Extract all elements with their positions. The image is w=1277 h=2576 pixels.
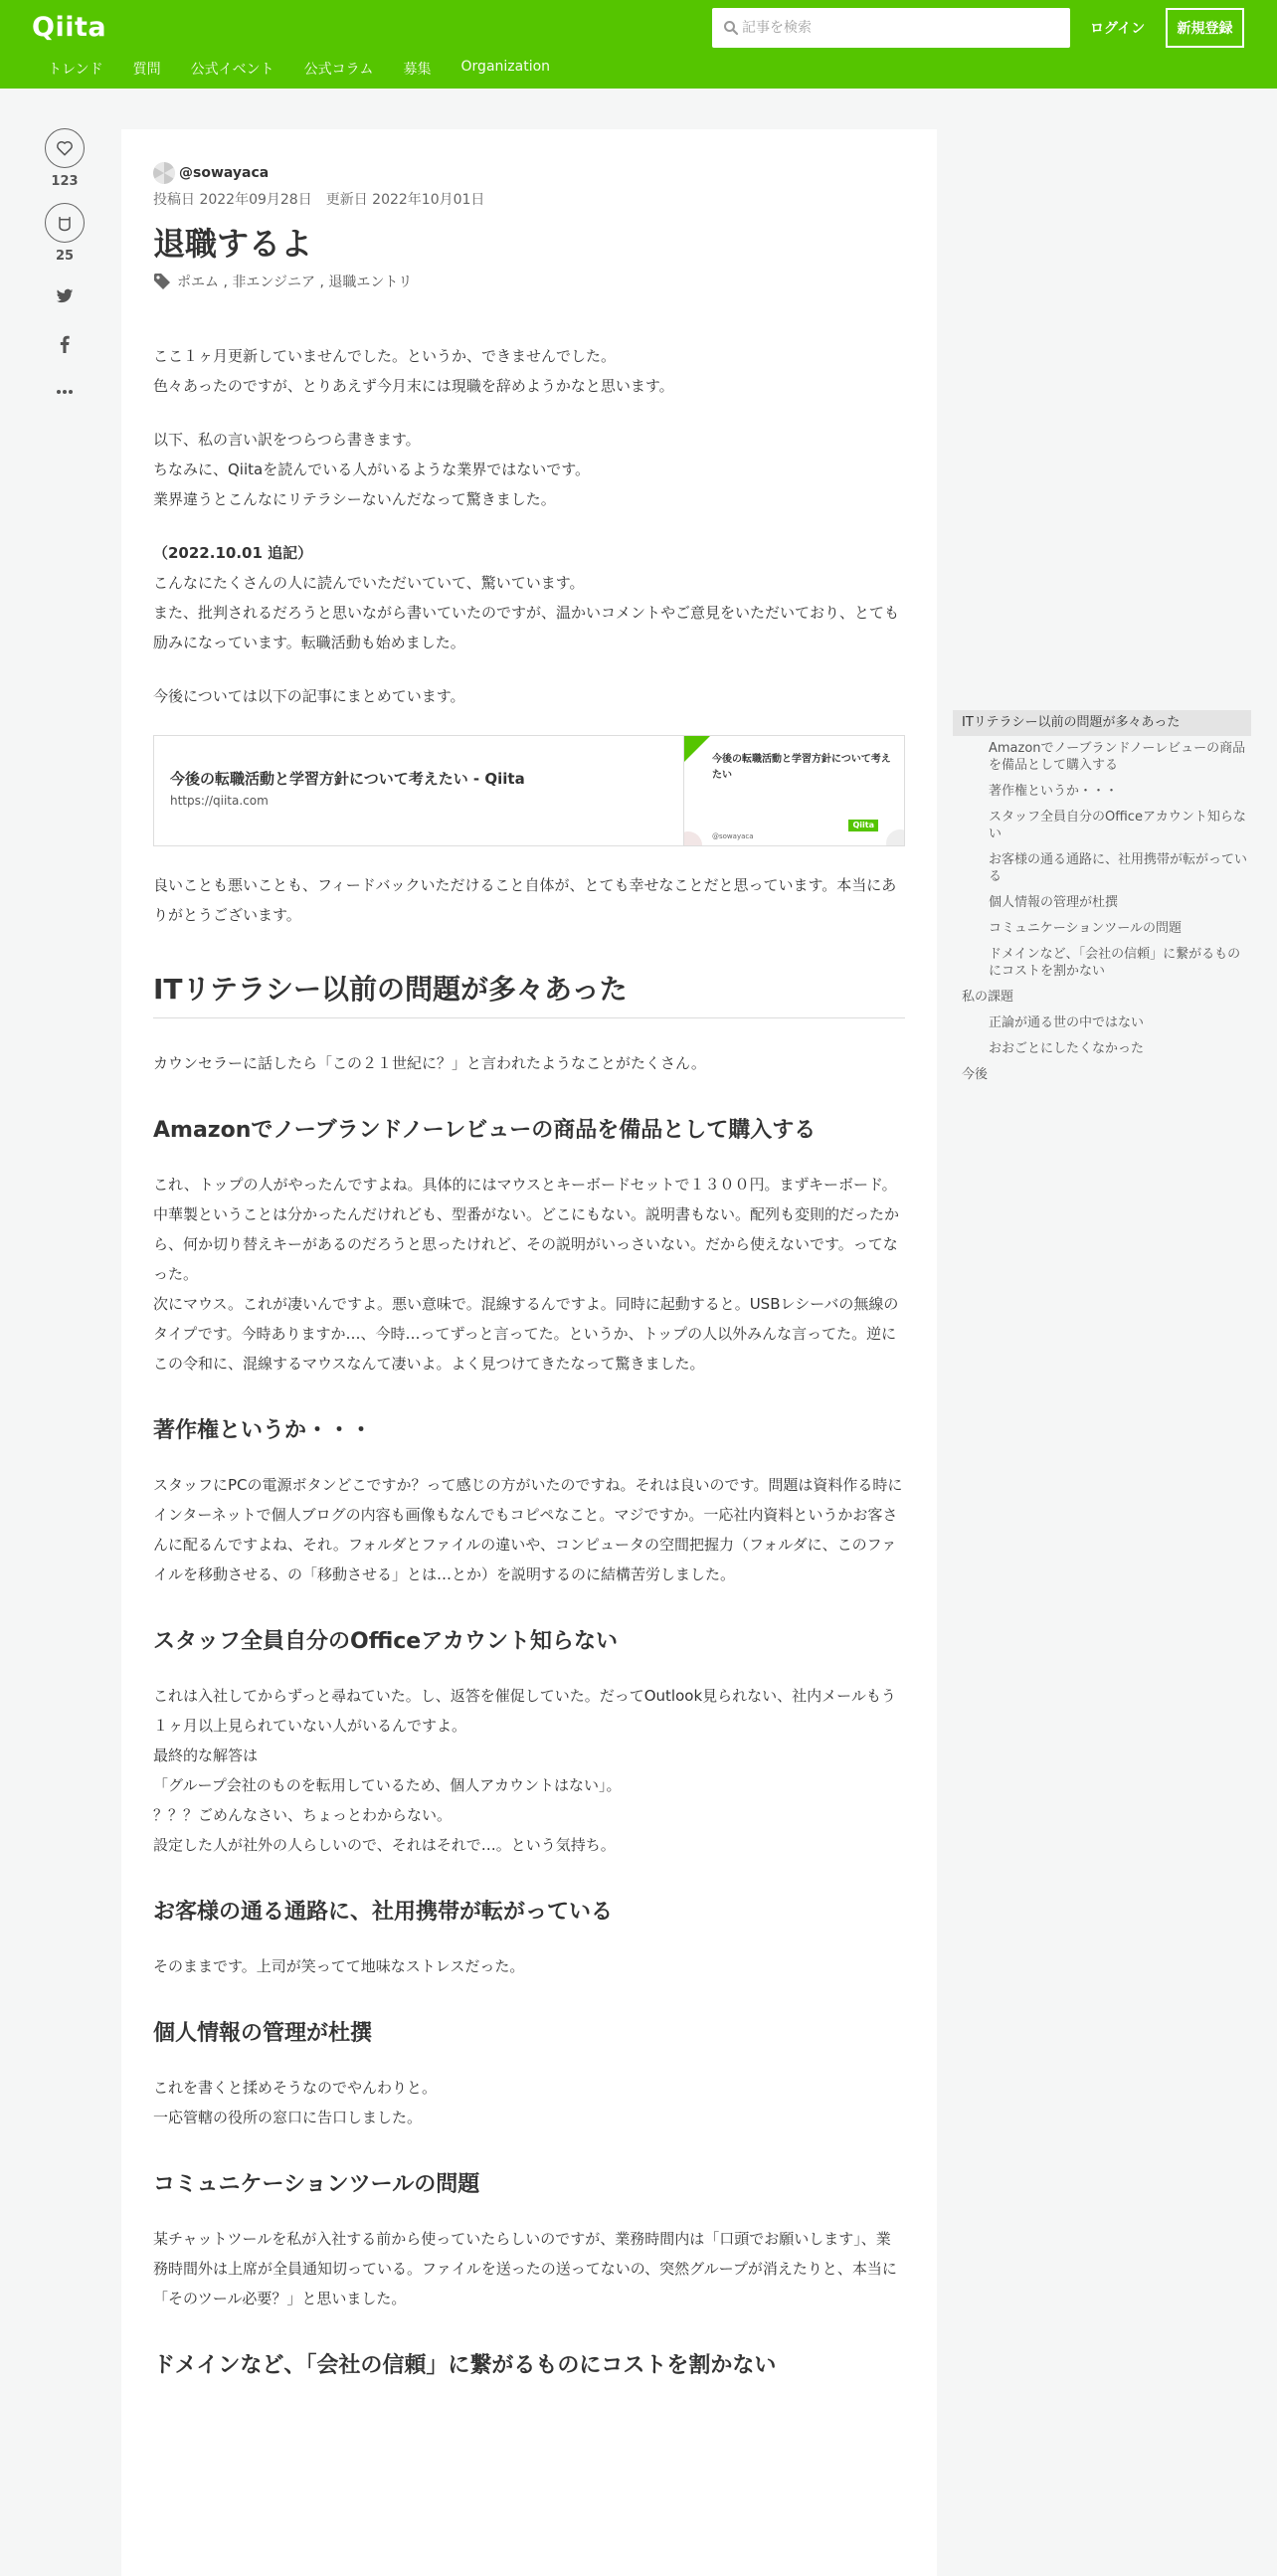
toc-item[interactable]: ITリテラシー以前の問題が多々あった [953,710,1251,736]
link-card[interactable] [153,735,905,846]
paragraph [153,341,905,401]
text-line: 業界違うとこんなにリテラシーないんだなって驚きました。 [153,490,556,508]
article [121,129,937,2576]
like-button[interactable] [45,128,85,168]
text-line: これは入社してからずっと尋ねていた。し、返答を催促していた。だってOutlook見られない、社内メールもう１ヶ月以上見られていない人がいるんですよ。 [153,1687,896,1735]
toc-item[interactable]: 個人情報の管理が杜撰 [989,895,1119,910]
paragraph: カウンセラーに話したら「この２１世紀に？」と言われたようなことがたくさん。 [153,1054,706,1072]
tag-icon [153,273,171,290]
author-name[interactable]: @sowayaca [179,165,270,181]
text-line: また、批判されるだろうと思いながら書いていたのですが、温かいコメントやご意見をいただいており、とても励みになっています。転職活動も始めました。 [153,604,900,651]
text-line: 「グループ会社のものを転用しているため、個人アカウントはない」。 [153,1776,622,1794]
text-line: ？？？ごめんなさい、ちょっとわからない。 [153,1806,453,1824]
login-link[interactable]: ログイン [1090,21,1146,37]
thumbnail-corner [684,736,710,762]
text-line: 以下、私の言い訳をつらつら書きます。 [153,431,421,449]
subsection-heading: Amazonでノーブランドノーレビューの商品を備品として購入する [153,1118,817,1143]
link-card-text [154,736,683,845]
thumbnail-title: 今後の転職活動と学習方針について考えたい [712,754,891,781]
paragraph [153,425,905,514]
paragraph [153,1170,905,1379]
search-input[interactable] [742,8,1060,48]
toc-item[interactable]: 正論が通る世の中ではない [989,1015,1145,1030]
stock-button[interactable] [45,203,85,243]
like-count: 123 [51,174,79,189]
text-line: ここ１ヶ月更新していませんでした。というか、できませんでした。 [153,347,617,365]
nav-trend[interactable]: トレンド [48,62,103,78]
paragraph [153,1681,905,1860]
link-card-url: https://qiita.com [170,794,269,808]
global-header [0,0,1277,89]
facebook-share-button[interactable] [45,333,85,355]
subsection-heading: お客様の通る通路に、社用携帯が転がっている [153,1900,614,1925]
author[interactable] [153,162,269,184]
qiita-logo[interactable]: Qiita [32,12,107,43]
author-avatar[interactable] [153,162,175,184]
toc-item[interactable]: Amazonでノーブランドノーレビューの商品を備品として購入する [989,741,1246,773]
heart-icon [55,138,75,158]
text-line: ちなみに、Qiitaを読んでいる人がいるような業界ではないです。 [153,460,591,478]
twitter-share-button[interactable] [45,285,85,307]
text-line: 色々あったのですが、とりあえず今月末には現職を辞めようかなと思います。 [153,377,674,395]
paragraph: 今後については以下の記事にまとめています。 [153,687,465,705]
link-card-title[interactable]: 今後の転職活動と学習方針について考えたい - Qiita [170,770,525,788]
link-card-thumbnail[interactable] [683,736,904,845]
nav-official-column[interactable]: 公式コラム [303,62,374,78]
text-line: こんなにたくさんの人に読んでいただいていて、驚いています。 [153,574,585,592]
subsection-heading: スタッフ全員自分のOfficeアカウント知らない [153,1629,618,1654]
paragraph [153,2073,905,2132]
thumbnail-decoration [683,831,702,845]
text-line: 最終的な解答は [153,1747,259,1764]
toc-item[interactable]: コミュニケーションツールの問題 [989,921,1182,936]
table-of-contents [953,710,1251,1088]
subsection-heading: 個人情報の管理が杜撰 [153,2021,373,2046]
article-dates: 投稿日 2022年09月28日 更新日 2022年10月01日 [153,192,485,208]
toc-item[interactable]: スタッフ全員自分のOfficeアカウント知らない [989,810,1246,841]
twitter-icon [56,288,74,304]
avatar-image [153,162,175,184]
subsection-heading: ドメインなど、「会社の信頼」に繋がるものにコストを割かない [153,2353,777,2378]
nav-questions[interactable]: 質問 [132,62,161,78]
facebook-icon [60,335,70,353]
nav-organization[interactable]: Organization [460,59,551,75]
paragraph: 良いことも悪いことも、フィードバックいただけること自体が、とても幸せなことだと思っています。本当にありがとうございます。 [153,876,897,924]
text-line: これ、トップの人がやったんですよね。具体的にはマウスとキーボードセットで１３００円。まずキーボード。中華製ということは分かったんだけれども、型番がない。どこにもない。説明書もない。配列も変則的だったから、何か切り替えキーがあるのだろうと思ったけれど、その説明がいっさいない。だから使えないです。ってなった。 [153,1176,900,1283]
subsection-heading: コミュニケーションツールの問題 [153,2172,480,2197]
toc-item[interactable]: おおごとにしたくなかった [989,1041,1145,1056]
nav-official-events[interactable]: 公式イベント [190,62,274,78]
paragraph: 某チャットツールを私が入社する前から使っていたらしいのですが、業務時間内は「口頭でお願いします」、業務時間外は上席が全員通知切っている。ファイルを送ったの送ってないの、突然グループが消えたりと、本当に「そのツール必要？」と思いました。 [153,2230,897,2307]
text-line: 一応管轄の役所の窓口に告口しました。 [153,2109,423,2126]
paragraph [153,538,905,657]
thumbnail-decoration [886,829,904,845]
toc-item[interactable]: ドメインなど、「会社の信頼」に繋がるものにコストを割かない [989,947,1241,979]
search-box[interactable] [712,8,1070,48]
toc-item[interactable]: 著作権というか・・・ [989,784,1119,799]
toc-item[interactable]: 今後 [962,1067,989,1082]
subsection-heading: 著作権というか・・・ [153,1418,373,1443]
thumbnail-logo: Qiita [848,820,878,831]
text-line: これを書くと揉めそうなのでやんわりと。 [153,2079,438,2097]
article-body [153,341,905,2405]
stock-icon [55,213,75,233]
signup-button[interactable]: 新規登録 [1166,8,1244,48]
nav-recruit[interactable]: 募集 [403,62,432,78]
paragraph: スタッフにPCの電源ボタンどこですか？って感じの方がいたのですね。それは良いのです。問題は資料作る時にインターネットで個人ブログの内容も画像もなんでもコピペなこと。マジですか。一応社内資料というかお客さんに配るんですよね、それ。フォルダとファイルの違いや、コンピュータの空間把握力（フォルダに、このファイルを移動させる、の「移動させる」とは…とか）を説明するのに結構苦労しました。 [153,1476,903,1583]
article-title: 退職するよ [153,225,313,263]
text-line: 次にマウス。これが凄いんですよ。悪い意味で。混線するんですよ。同時に起動すると。USBレシーバの無線のタイプです。今時ありますか…、今時…ってずっと言ってた。というか、トップの人以外みんな言ってた。逆にこの令和に、混線するマウスなんて凄いよ。よく見つけてきたなって驚きました。 [153,1295,899,1373]
article-actions [45,128,85,403]
addendum-heading: （2022.10.01 追記） [153,544,313,562]
more-icon [56,389,74,395]
global-nav [48,59,580,79]
toc-item[interactable]: お客様の通る通路に、社用携帯が転がっている [989,852,1248,884]
more-actions-button[interactable] [45,381,85,403]
stock-count: 25 [55,249,75,264]
tag-list[interactable]: ポエム , 非エンジニア , 退職エントリ [177,275,413,290]
paragraph: そのままです。上司が笑ってて地味なストレスだった。 [153,1957,525,1975]
section-heading: ITリテラシー以前の問題が多々あった [153,970,905,1018]
text-line: 設定した人が社外の人らしいので、それはそれで…。という気持ち。 [153,1836,616,1854]
toc-item[interactable]: 私の課題 [962,990,1014,1005]
thumbnail-user: @sowayaca [712,832,754,840]
article-tags [153,272,412,291]
search-icon [723,20,739,36]
